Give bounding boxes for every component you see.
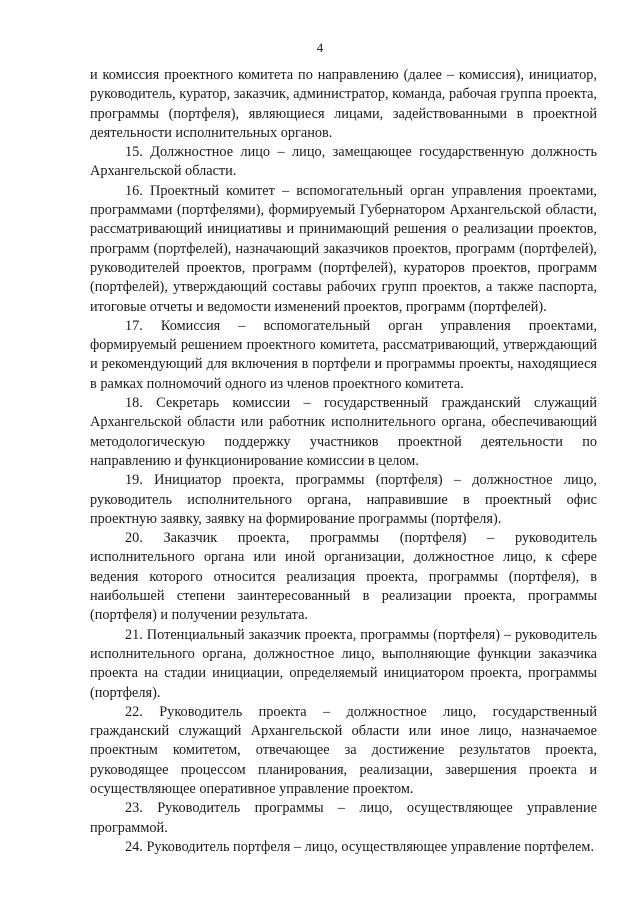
paragraph-24: 24. Руководитель портфеля – лицо, осуществляющее управление портфелем. (125, 838, 595, 855)
paragraph-23: 23. Руководитель программы – лицо, осуществляющее управление программой. (90, 800, 597, 836)
paragraph-20: 20. Заказчик проекта, программы (портфеля) – руководитель исполнительного органа или иной организации, должностное лицо, к сфере ведения которого относится реализация проекта, программы (портфеля), в наибольшей степени заинтересованный в реализации проекта, программы (портфеля) и получении результата. (90, 530, 597, 624)
document-body (90, 66, 597, 857)
paragraph-17: 17. Комиссия – вспомогательный орган управления проектами, формируемый решением проектного комитета, рассматривающий, утверждающий и рекомендующий для включения в портфели и программы проекты, находящиеся в рамках полномочий одного из членов проектного комитета. (90, 317, 597, 392)
paragraph-18: 18. Секретарь комиссии – государственный гражданский служащий Архангельской области или работник исполнительного органа, обеспечивающий методологическую поддержку участников проектной деятельности по направлению и функционирование комиссии в целом. (90, 395, 597, 469)
paragraph-21: 21. Потенциальный заказчик проекта, программы (портфеля) – руководитель исполнительного органа, должностное лицо, выполняющие функции заказчика проекта на стадии инициации, определяемый инициатором проекта, программы (портфеля). (90, 626, 597, 701)
paragraph-16: 16. Проектный комитет – вспомогательный орган управления проектами, программами (портфелями), формируемый Губернатором Архангельской области, рассматривающий инициативы и принимающий решения о реализации проектов, программ (портфелей), назначающий заказчиков проектов, программ (портфелей), руководителей проектов, программ (портфелей), кураторов проектов, программ (портфелей), утверждающий составы рабочих групп проектов, а также паспорта, итоговые отчеты и ведомости изменений проектов, программ (портфелей). (90, 182, 597, 315)
paragraph-19: 19. Инициатор проекта, программы (портфеля) – должностное лицо, руководитель исполнительного органа, направившие в проектный офис проектную заявку, заявку на формирование программы (портфеля). (90, 472, 597, 527)
paragraph-15: 15. Должностное лицо – лицо, замещающее государственную должность Архангельской области. (90, 144, 597, 180)
paragraph-22: 22. Руководитель проекта – должностное лицо, государственный гражданский служащий Архангельской области или иное лицо, назначаемое проектным комитетом, отвечающее за достижение результатов проекта, руководящее процессом планирования, реализации, завершения проекта и осуществляющее оперативное управление проектом. (90, 703, 597, 797)
page-number: 4 (316, 40, 324, 55)
paragraph-continuation: и комиссия проектного комитета по направлению (далее – комиссия), инициатор, руководитель, куратор, заказчик, администратор, команда, рабочая группа проекта, программы (портфеля), являющиеся лицами, задействованными в проектной деятельности исполнительных органов. (90, 67, 597, 141)
